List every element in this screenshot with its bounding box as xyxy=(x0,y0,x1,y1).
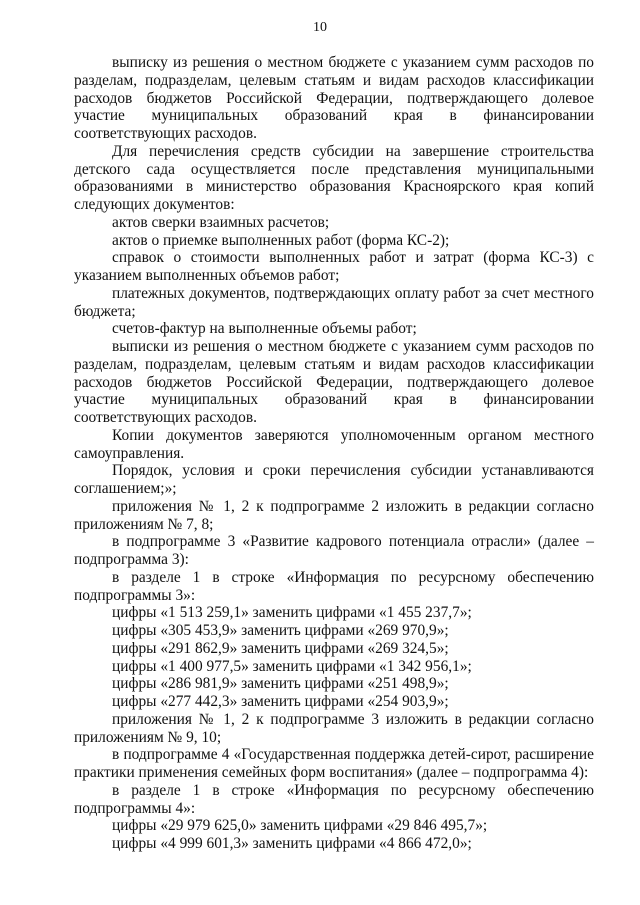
figures-replacement-line: цифры «4 999 601,3» заменить цифрами «4 866 472,0»; xyxy=(112,835,472,852)
list-item-acceptance-acts: актов о приемке выполненных работ (форма КС-2); xyxy=(112,231,450,249)
list-item-budget-extracts: выписки из решения о местном бюджете с указанием сумм расходов по разделам, подразделам, целевым статьям и видам расходов классификации расходов бюджетов Российской Федерации, подтверждающего долевое участие муниципальных образований края в финансировании соответствующих расходов. xyxy=(74,338,594,426)
list-item-cost-certificates: справок о стоимости выполненных работ и затрат (форма КС-3) с указанием выполненных объемов работ; xyxy=(74,249,594,284)
list-item-reconciliation-acts: актов сверки взаимных расчетов; xyxy=(112,213,330,231)
list-item-invoices: счетов-фактур на выполненные объемы работ; xyxy=(112,320,417,338)
figures-replacement-line: цифры «1 400 977,5» заменить цифрами «1 342 956,1»; xyxy=(112,657,472,675)
paragraph-subsidy-transfer-conditions: Для перечисления средств субсидии на завершение строительства детского сада осуществляется после представления муниципальными образованиями в министерство образования Красноярского края копий следующих документов: xyxy=(74,142,594,213)
figures-replacement-line: цифры «291 862,9» заменить цифрами «269 324,5»; xyxy=(112,639,449,657)
paragraph-transfer-procedure: Порядок, условия и сроки перечисления субсидии устанавливаются соглашением;»; xyxy=(74,462,594,497)
paragraph-budget-extract: выписку из решения о местном бюджете с указанием сумм расходов по разделам, подразделам, целевым статьям и видам расходов классификации расходов бюджетов Российской Федерации, подтверждающего долевое участие муниципальных образований края в финансировании соответствующих расходов. xyxy=(74,54,594,142)
paragraph-subprogram-3-section-1: в разделе 1 в строке «Информация по ресурсному обеспечению подпрограммы 3»: xyxy=(74,568,594,604)
figures-replacement-line: цифры «277 442,3» заменить цифрами «254 903,9»; xyxy=(112,693,449,710)
paragraph-subprogram-4-heading: в подпрограмме 4 «Государственная поддержка детей-сирот, расширение практики применения семейных форм воспитания» (далее – подпрограмма 4): xyxy=(74,746,594,781)
paragraph-copies-certification: Копии документов заверяются уполномоченным органом местного самоуправления. xyxy=(74,426,594,462)
figures-replacement-line: цифры «29 979 625,0» заменить цифрами «29 846 495,7»; xyxy=(112,817,488,835)
paragraph-annexes-subprogram-2: приложения № 1, 2 к подпрограмме 2 изложить в редакции согласно приложениям № 7, 8; xyxy=(74,497,594,533)
document-body xyxy=(74,54,594,853)
list-item-payment-documents: платежных документов, подтверждающих оплату работ за счет местного бюджета; xyxy=(74,284,594,320)
figures-replacement-line: цифры «286 981,9» заменить цифрами «251 498,9»; xyxy=(112,675,449,693)
page-number: 10 xyxy=(313,20,327,35)
paragraph-subprogram-3-heading: в подпрограмме 3 «Развитие кадрового потенциала отрасли» (далее – подпрограмма 3): xyxy=(74,533,594,568)
paragraph-subprogram-4-section-1: в разделе 1 в строке «Информация по ресурсному обеспечению подпрограммы 4»: xyxy=(74,781,594,817)
figures-replacement-line: цифры «305 453,9» заменить цифрами «269 970,9»; xyxy=(112,622,449,639)
figures-replacement-line: цифры «1 513 259,1» заменить цифрами «1 455 237,7»; xyxy=(112,604,472,622)
paragraph-annexes-subprogram-3: приложения № 1, 2 к подпрограмме 3 изложить в редакции согласно приложениям № 9, 10; xyxy=(74,710,594,746)
